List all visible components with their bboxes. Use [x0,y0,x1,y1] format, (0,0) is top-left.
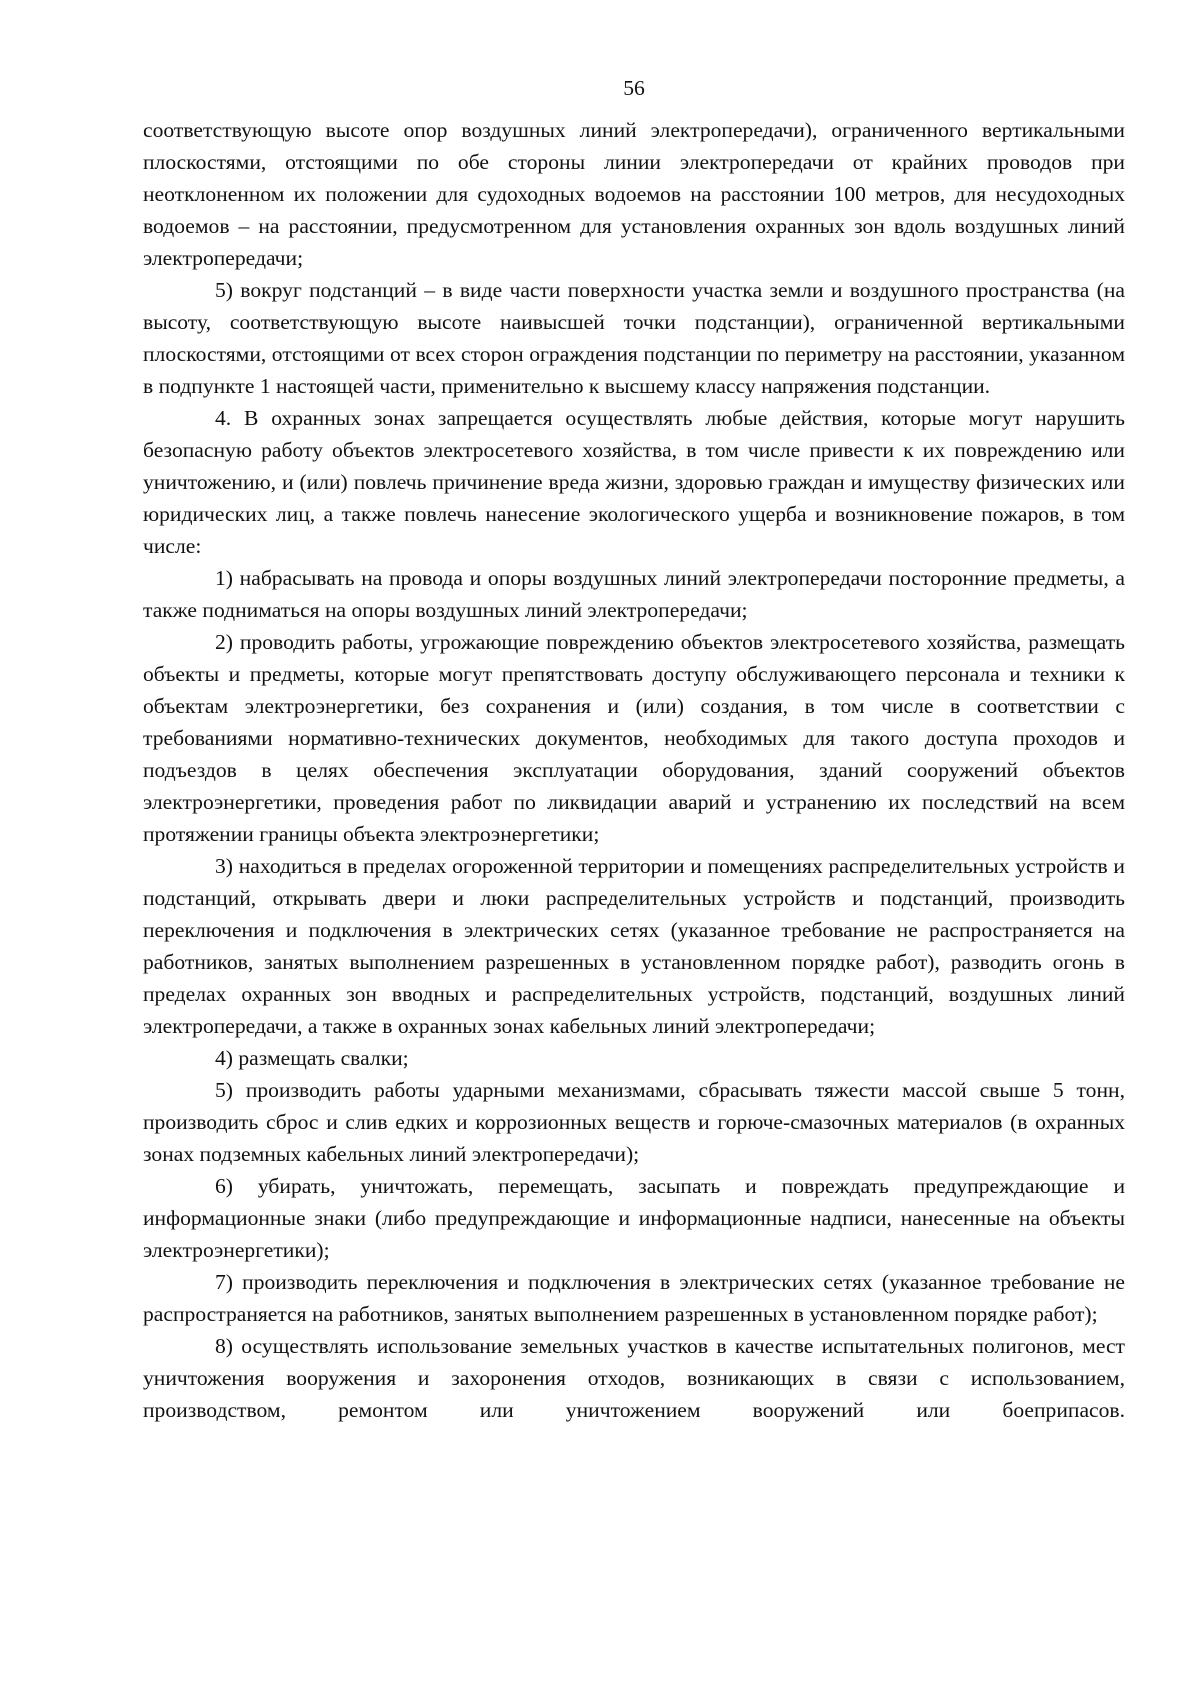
paragraph-continuation: соответствующую высоте опор воздушных линий электропередачи), ограниченного вертикальными плоскостями, отстоящими по обе стороны линии электропередачи от крайних проводов при неотклоненном их положении для судоходных водоемов на расстоянии 100 метров, для несудоходных водоемов – на расстоянии, предусмотренном для установления охранных зон вдоль воздушных линий электропередачи; [143,118,1125,270]
paragraph-item-5: 5) производить работы ударными механизмами, сбрасывать тяжести массой свыше 5 тонн, производить сброс и слив едких и коррозионных веществ и горюче-смазочных материалов (в охранных зонах подземных кабельных линий электропередачи); [143,1078,1125,1166]
page-number: 56 [623,76,645,100]
paragraph-item-6: 6) убирать, уничтожать, перемещать, засыпать и повреждать предупреждающие и информационные знаки (либо предупреждающие и информационные надписи, нанесенные на объекты электроэнергетики); [143,1174,1125,1262]
paragraph-item-8: 8) осуществлять использование земельных участков в качестве испытательных полигонов, мест уничтожения вооружения и захоронения отходов, возникающих в связи с использованием, производством, ремонтом или уничтожением вооружений или боеприпасов. [143,1334,1125,1422]
paragraph-item-7: 7) производить переключения и подключения в электрических сетях (указанное требование не распространяется на работников, занятых выполнением разрешенных в установленном порядке работ); [143,1270,1125,1326]
paragraph-item-5-substations: 5) вокруг подстанций – в виде части поверхности участка земли и воздушного пространства (на высоту, соответствующую высоте наивысшей точки подстанции), ограниченной вертикальными плоскостями, отстоящими от всех сторон ограждения подстанции по периметру на расстоянии, указанном в подпункте 1 настоящей части, применительно к высшему классу напряжения подстанции. [143,278,1125,398]
paragraph-item-1: 1) набрасывать на провода и опоры воздушных линий электропередачи посторонние предметы, а также подниматься на опоры воздушных линий электропередачи; [143,566,1125,622]
paragraph-item-2: 2) проводить работы, угрожающие повреждению объектов электросетевого хозяйства, размещать объекты и предметы, которые могут препятствовать доступу обслуживающего персонала и техники к объектам электроэнергетики, без сохранения и (или) создания, в том числе в соответствии с требованиями нормативно-технических документов, необходимых для такого доступа проходов и подъездов в целях обеспечения эксплуатации оборудования, зданий сооружений объектов электроэнергетики, проведения работ по ликвидации аварий и устранению их последствий на всем протяжении границы объекта электроэнергетики; [143,630,1125,846]
paragraph-item-4: 4) размещать свалки; [215,1046,409,1070]
paragraph-item-3: 3) находиться в пределах огороженной территории и помещениях распределительных устройств и подстанций, открывать двери и люки распределительных устройств и подстанций, производить переключения и подключения в электрических сетях (указанное требование не распространяется на работников, занятых выполнением разрешенных в установленном порядке работ), разводить огонь в пределах охранных зон вводных и распределительных устройств, подстанций, воздушных линий электропередачи, а также в охранных зонах кабельных линий электропередачи; [143,854,1125,1038]
paragraph-clause-4: 4. В охранных зонах запрещается осуществлять любые действия, которые могут нарушить безопасную работу объектов электросетевого хозяйства, в том числе привести к их повреждению или уничтожению, и (или) повлечь причинение вреда жизни, здоровью граждан и имуществу физических или юридических лиц, а также повлечь нанесение экологического ущерба и возникновение пожаров, в том числе: [143,406,1125,558]
